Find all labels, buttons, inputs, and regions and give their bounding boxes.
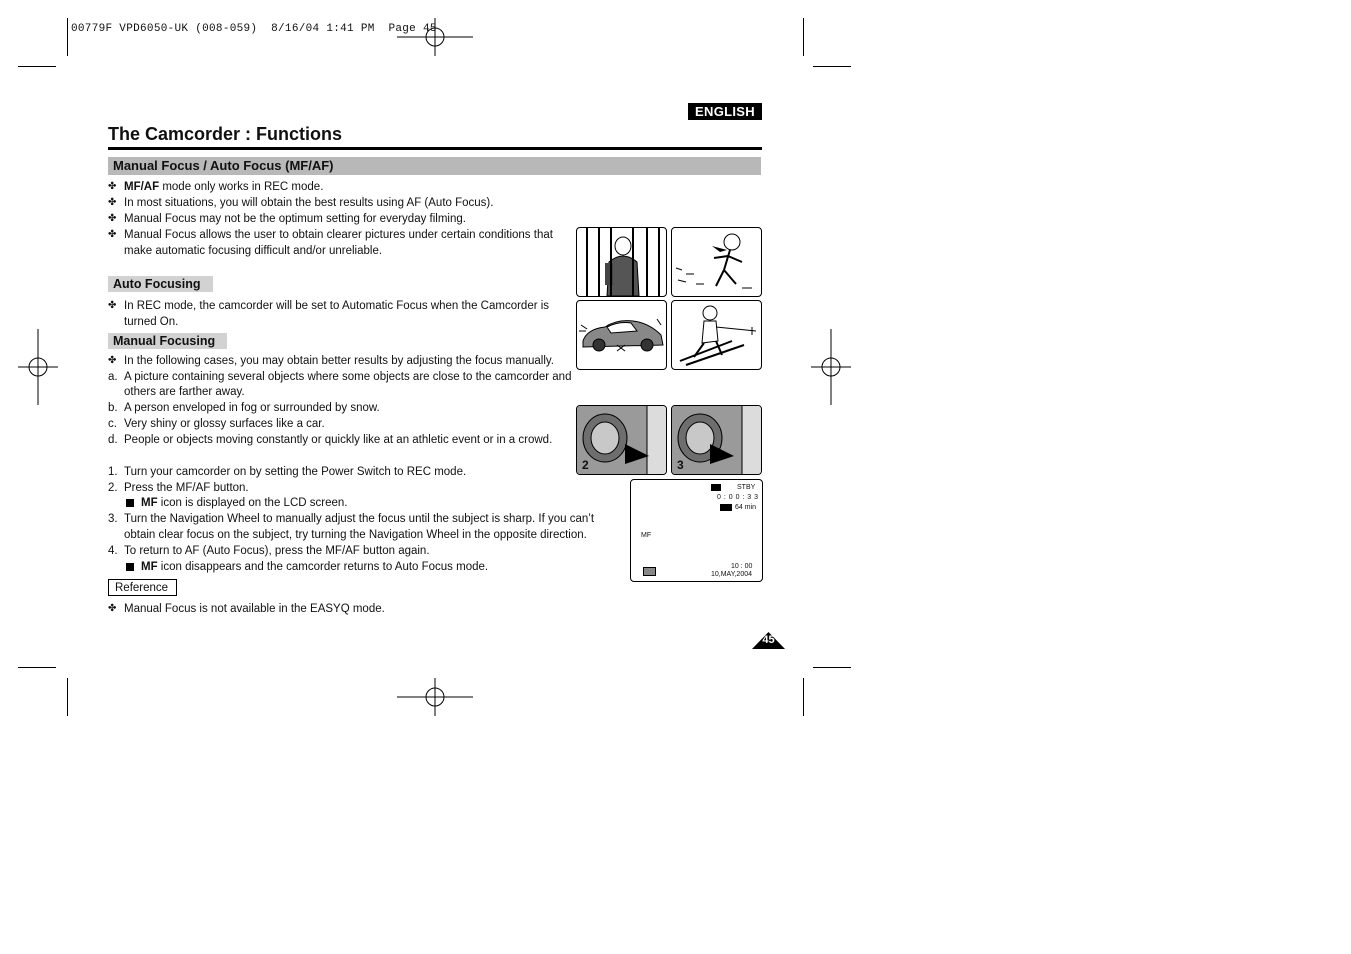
title-rule xyxy=(108,147,762,150)
bullet-marker: ✤ xyxy=(108,213,117,224)
lcd-date: 10,MAY,2004 xyxy=(711,571,752,578)
bullet-marker: ✤ xyxy=(108,197,117,208)
auto-focusing-heading: Auto Focusing xyxy=(108,276,213,292)
case-marker: d. xyxy=(108,434,118,446)
bullet-marker: ✤ xyxy=(108,355,117,366)
step-item: Press the MF/AF button. xyxy=(124,482,249,494)
case-item: Very shiny or glossy surfaces like a car. xyxy=(124,418,325,430)
step-item: To return to AF (Auto Focus), press the MF/AF button again. xyxy=(124,545,430,557)
case-item-continued: others are farther away. xyxy=(124,386,245,398)
battery-icon xyxy=(720,504,732,511)
step-marker: 4. xyxy=(108,545,118,557)
illustration-person-behind-bars xyxy=(576,227,667,297)
step-marker: 1. xyxy=(108,466,118,478)
print-slug: 00779F VPD6050-UK (008-059) 8/16/04 1:41 PM Page 45 xyxy=(71,23,437,35)
step-item-continued: obtain clear focus on the subject, try turning the Navigation Wheel in the opposite direction. xyxy=(124,529,587,541)
square-bullet-icon xyxy=(126,563,134,571)
section-title: Manual Focus / Auto Focus (MF/AF) xyxy=(108,157,761,175)
intro-item: Manual Focus may not be the optimum setting for everyday filming. xyxy=(124,213,466,225)
case-item: A picture containing several objects where some objects are close to the camcorder and xyxy=(124,371,572,383)
page-title: The Camcorder : Functions xyxy=(108,124,343,144)
step-item: Turn your camcorder on by setting the Power Switch to REC mode. xyxy=(124,466,467,478)
auto-focusing-text: turned On. xyxy=(124,316,179,328)
step-subitem: MF icon disappears and the camcorder returns to Auto Focus mode. xyxy=(126,559,488,575)
step-number: 2 xyxy=(582,458,589,472)
manual-focusing-heading: Manual Focusing xyxy=(108,333,227,349)
square-bullet-icon xyxy=(126,499,134,507)
auto-focusing-text: In REC mode, the camcorder will be set to Automatic Focus when the Camcorder is xyxy=(124,300,550,312)
step-marker: 3. xyxy=(108,513,118,525)
lcd-time: 10 : 00 xyxy=(731,563,753,570)
illustration-camera-step xyxy=(576,405,667,475)
step-item: Turn the Navigation Wheel to manually adjust the focus until the subject is sharp. If you can’t xyxy=(124,513,595,525)
illustration-skier xyxy=(671,300,762,370)
reference-label: Reference xyxy=(108,579,177,596)
bullet-marker: ✤ xyxy=(108,300,117,311)
registration-mark-left xyxy=(18,329,58,405)
case-item: People or objects moving constantly or quickly like at an athletic event or in a crowd. xyxy=(124,434,553,446)
intro-item: Manual Focus allows the user to obtain clearer pictures under certain conditions that xyxy=(124,229,553,241)
manual-focusing-intro: In the following cases, you may obtain better results by adjusting the focus manually. xyxy=(124,355,554,367)
page-number: 45 xyxy=(762,634,775,646)
step-subitem: MF icon is displayed on the LCD screen. xyxy=(126,495,347,511)
case-marker: a. xyxy=(108,371,118,383)
memory-icon xyxy=(643,567,656,576)
intro-item-continued: make automatic focusing difficult and/or unreliable. xyxy=(124,245,383,257)
tape-icon xyxy=(711,484,721,491)
intro-item: MF/AF mode only works in REC mode. xyxy=(124,181,324,193)
lcd-focus-mode: MF xyxy=(641,532,652,539)
language-badge: ENGLISH xyxy=(688,103,762,120)
lcd-timecode: 0 : 0 0 : 3 3 xyxy=(717,494,759,501)
case-item: A person enveloped in fog or surrounded by snow. xyxy=(124,402,380,414)
illustration-camera-step xyxy=(671,405,762,475)
registration-mark-right xyxy=(811,329,851,405)
lcd-screen xyxy=(630,479,763,582)
step-number: 3 xyxy=(677,458,684,472)
illustration-shiny-car xyxy=(576,300,667,370)
bullet-marker: ✤ xyxy=(108,181,117,192)
case-marker: b. xyxy=(108,402,118,414)
bullet-marker: ✤ xyxy=(108,603,117,614)
lcd-remaining: 64 min xyxy=(735,504,757,511)
step-marker: 2. xyxy=(108,482,118,494)
intro-item: In most situations, you will obtain the best results using AF (Auto Focus). xyxy=(124,197,494,209)
reference-note: Manual Focus is not available in the EASYQ mode. xyxy=(124,603,385,615)
lcd-status: STBY xyxy=(737,484,756,491)
registration-mark-bottom xyxy=(397,678,473,716)
bullet-marker: ✤ xyxy=(108,229,117,240)
illustration-person-in-snow xyxy=(671,227,762,297)
case-marker: c. xyxy=(108,418,117,430)
